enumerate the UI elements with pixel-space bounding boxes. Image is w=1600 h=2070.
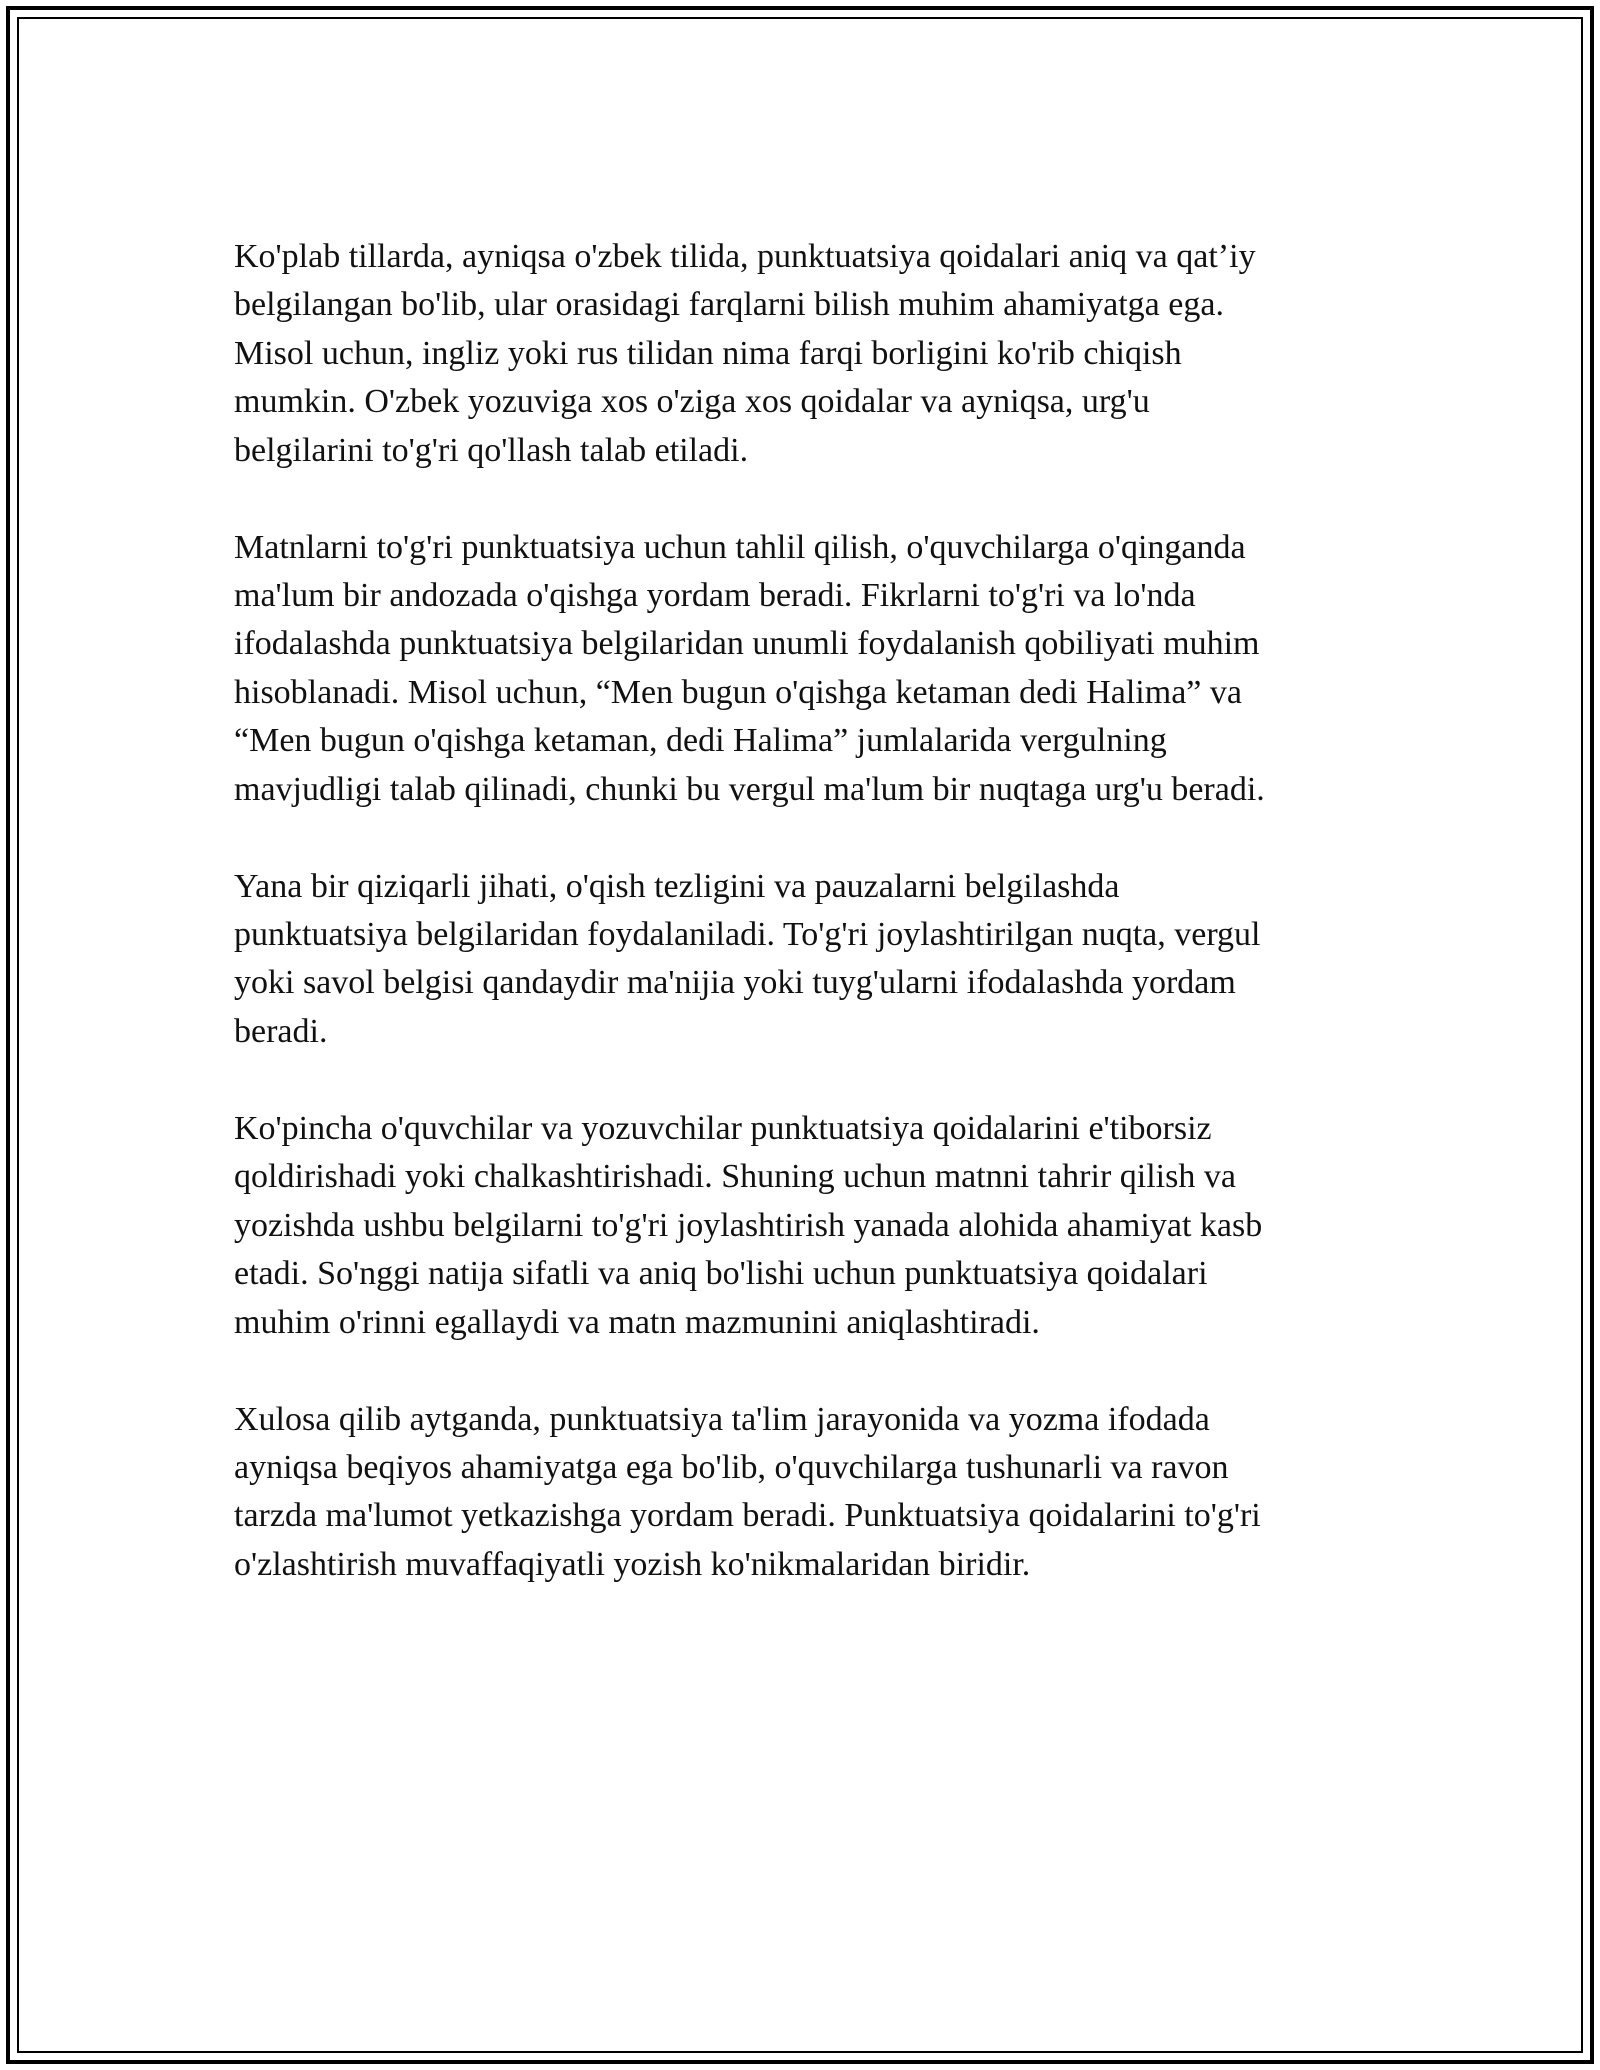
paragraph-3: Yana bir qiziqarli jihati, o'qish tezligini va pauzalarni belgilashda punktuatsiya belgilaridan foydalaniladi. To'g'ri joylashtirilgan nuqta, vergul yoki savol belgisi qandaydir ma'nijia yoki tuyg'ularni ifodalashda yordam beradi. (234, 867, 1261, 1050)
paragraph-1: Ko'plab tillarda, ayniqsa o'zbek tilida, punktuatsiya qoidalari aniq va qat’iy belgilangan bo'lib, ular orasidagi farqlarni bilish muhim ahamiyatga ega. Misol uchun, ingliz yoki rus tilidan nima farqi borligini ko'rib chiqish mumkin. O'zbek yozuviga xos o'ziga xos qoidalar va ayniqsa, urg'u belgilarini to'g'ri qo'llash talab etiladi. (234, 238, 1256, 469)
paragraph-5: Xulosa qilib aytganda, punktuatsiya ta'lim jarayonida va yozma ifodada ayniqsa beqiyos ahamiyatga ega bo'lib, o'quvchilarga tushunarli va ravon tarzda ma'lumot yetkazishga yordam beradi. Punktuatsiya qoidalarini to'g'ri o'zlashtirish muvaffaqiyatli yozish ko'nikmalaridan biridir. (234, 1400, 1261, 1583)
document-body (234, 233, 1359, 1638)
paragraph-2: Matnlarni to'g'ri punktuatsiya uchun tahlil qilish, o'quvchilarga o'qinganda ma'lum bir andozada o'qishga yordam beradi. Fikrlarni to'g'ri va lo'nda ifodalashda punktuatsiya belgilaridan unumli foydalanish qobiliyati muhim hisoblanadi. Misol uchun, “Men bugun o'qishga ketaman dedi Halima” va “Men bugun o'qishga ketaman, dedi Halima” jumlalarida vergulning mavjudligi talab qilinadi, chunki bu vergul ma'lum bir nuqtaga urg'u beradi. (234, 528, 1265, 808)
paragraph-4: Ko'pincha o'quvchilar va yozuvchilar punktuatsiya qoidalarini e'tiborsiz qoldirishadi yoki chalkashtirishadi. Shuning uchun matnni tahrir qilish va yozishda ushbu belgilarni to'g'ri joylashtirish yanada alohida ahamiyat kasb etadi. So'nggi natija sifatli va aniq bo'lishi uchun punktuatsiya qoidalari muhim o'rinni egallaydi va matn mazmunini aniqlashtiradi. (234, 1109, 1263, 1341)
